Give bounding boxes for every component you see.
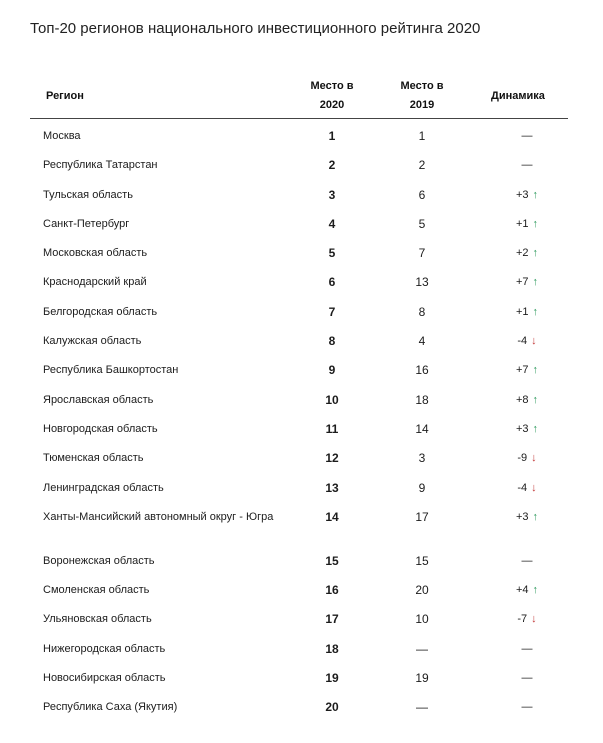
table-row: [30, 325, 568, 354]
place-2020: 10: [325, 392, 339, 407]
place-2020: 16: [325, 583, 339, 598]
place-2019: 8: [418, 304, 426, 319]
place-2019: 17: [415, 509, 429, 524]
place-2019: 2: [418, 158, 426, 173]
place-2020: 5: [328, 246, 336, 261]
arrow-down-icon: ↓: [531, 335, 537, 348]
dynamics-cell: [492, 582, 562, 598]
table-body: [30, 120, 568, 721]
arrow-up-icon: ↑: [532, 364, 539, 377]
place-2019: 20: [415, 583, 429, 598]
dynamics-cell: [492, 699, 562, 715]
table-row: [30, 574, 568, 603]
place-2020: 14: [325, 509, 339, 524]
dynamics-cell: [492, 670, 562, 686]
dynamics-cell: [492, 480, 562, 496]
dynamics-cell: [492, 157, 562, 173]
dynamics-value: —: [521, 701, 533, 714]
table-header: [30, 72, 568, 119]
region-name: Санкт-Петербург: [43, 217, 130, 230]
place-2020: 2: [328, 158, 336, 173]
dynamics-value: +7: [515, 364, 529, 377]
place-2020: 6: [328, 275, 336, 290]
place-2020: 3: [328, 187, 336, 202]
table-row: [30, 442, 568, 471]
place-2019: 18: [415, 392, 429, 407]
place-2019: 9: [418, 480, 426, 495]
table-row: [30, 384, 568, 413]
region-name: Москва: [43, 130, 81, 142]
region-name: Нижегородская область: [43, 642, 166, 655]
region-name: Ярославская область: [43, 393, 154, 406]
place-2019: —: [416, 641, 428, 656]
dynamics-cell: [492, 245, 562, 261]
table-row: [30, 545, 568, 574]
arrow-up-icon: ↑: [532, 276, 539, 289]
table-row: [30, 237, 568, 266]
region-name: Ульяновская область: [43, 613, 152, 626]
dynamics-cell: [492, 641, 562, 657]
dynamics-cell: [492, 187, 562, 203]
dynamics-cell: [492, 128, 562, 144]
dynamics-value: +1: [515, 217, 529, 230]
dynamics-cell: [492, 392, 562, 408]
dynamics-value: —: [521, 672, 533, 685]
place-2019: 5: [418, 216, 426, 231]
dynamics-cell: [492, 450, 562, 466]
place-2020: 12: [325, 451, 339, 466]
dynamics-value: +3: [515, 510, 529, 523]
place-2019: 10: [415, 612, 429, 627]
place-2019: 15: [415, 553, 429, 568]
region-name: Ханты-Мансийский автономный округ - Югра: [43, 510, 274, 523]
dynamics-value: +1: [515, 305, 529, 318]
header-place-2019: Место в 2019: [400, 80, 444, 111]
place-2019: 6: [418, 187, 426, 202]
dynamics-cell: [492, 362, 562, 378]
header-place-2020: Место в 2020: [310, 80, 354, 111]
table-row: [30, 266, 568, 295]
place-2020: 13: [325, 480, 339, 495]
dynamics-value: +8: [515, 393, 529, 406]
header-region: Регион: [46, 90, 84, 102]
dynamics-value: +2: [515, 247, 529, 260]
arrow-up-icon: ↑: [532, 393, 539, 406]
dynamics-cell: [492, 274, 562, 290]
table-row: [30, 296, 568, 325]
arrow-down-icon: ↓: [531, 481, 537, 494]
place-2020: 7: [328, 304, 336, 319]
place-2019: —: [416, 700, 428, 715]
region-name: Республика Саха (Якутия): [43, 701, 178, 714]
region-name: Республика Башкортостан: [43, 364, 179, 377]
dynamics-cell: [492, 333, 562, 349]
region-name: Тюменская область: [43, 452, 144, 465]
place-2020: 20: [325, 700, 339, 715]
dynamics-cell: [492, 509, 562, 525]
region-name: Смоленская область: [43, 584, 150, 597]
dynamics-value: -4: [517, 481, 528, 494]
place-2019: 4: [418, 334, 426, 349]
region-name: Московская область: [43, 247, 148, 260]
arrow-up-icon: ↑: [532, 217, 539, 230]
region-name: Калужская область: [43, 335, 142, 348]
table-row: [30, 413, 568, 442]
dynamics-value: —: [521, 642, 533, 655]
region-name: Новосибирская область: [43, 672, 166, 685]
arrow-up-icon: ↑: [532, 188, 539, 201]
arrow-up-icon: ↑: [532, 247, 539, 260]
table-row: [30, 633, 568, 662]
table-row: [30, 603, 568, 632]
dynamics-value: -7: [517, 613, 528, 626]
place-2019: 16: [415, 363, 429, 378]
place-2020: 8: [328, 334, 336, 349]
dynamics-cell: [492, 216, 562, 232]
table-row: [30, 662, 568, 691]
table-row: [30, 149, 568, 178]
page-title: Топ-20 регионов национального инвестиционного рейтинга 2020: [30, 20, 481, 37]
table-row: [30, 472, 568, 501]
place-2020: 15: [325, 553, 339, 568]
dynamics-value: -4: [517, 335, 528, 348]
place-2019: 3: [418, 451, 426, 466]
dynamics-value: +7: [515, 276, 529, 289]
region-name: Воронежская область: [43, 554, 155, 567]
place-2020: 4: [328, 216, 336, 231]
arrow-up-icon: ↑: [532, 510, 539, 523]
region-name: Ленинградская область: [43, 481, 164, 494]
place-2020: 1: [328, 129, 336, 143]
dynamics-value: —: [521, 130, 533, 142]
dynamics-cell: [492, 611, 562, 627]
dynamics-value: +3: [515, 188, 529, 201]
dynamics-value: —: [521, 159, 533, 172]
place-2019: 7: [418, 246, 426, 261]
region-name: Тульская область: [43, 188, 133, 201]
region-name: Новгородская область: [43, 422, 158, 435]
arrow-up-icon: ↑: [532, 305, 539, 318]
dynamics-cell: [492, 421, 562, 437]
place-2020: 19: [325, 671, 339, 686]
arrow-down-icon: ↓: [531, 452, 537, 465]
place-2019: 1: [418, 129, 426, 143]
place-2020: 11: [325, 421, 339, 436]
dynamics-value: —: [521, 554, 533, 567]
place-2020: 18: [325, 641, 339, 656]
place-2020: 17: [325, 612, 339, 627]
place-2019: 19: [415, 671, 429, 686]
region-name: Республика Татарстан: [43, 159, 158, 172]
dynamics-value: +3: [515, 422, 529, 435]
table-row: [30, 120, 568, 149]
dynamics-cell: [492, 553, 562, 569]
header-dynamics: Динамика: [491, 90, 545, 102]
table-row: [30, 691, 568, 720]
arrow-up-icon: ↑: [532, 584, 539, 597]
place-2019: 14: [415, 421, 429, 436]
table-row: [30, 501, 568, 545]
dynamics-value: +4: [515, 584, 529, 597]
region-name: Краснодарский край: [43, 276, 147, 289]
dynamics-cell: [492, 304, 562, 320]
place-2020: 9: [328, 363, 336, 378]
table-row: [30, 208, 568, 237]
table-row: [30, 354, 568, 383]
arrow-down-icon: ↓: [531, 613, 537, 626]
arrow-up-icon: ↑: [532, 422, 539, 435]
table-row: [30, 179, 568, 208]
dynamics-value: -9: [517, 452, 528, 465]
region-name: Белгородская область: [43, 305, 158, 318]
place-2019: 13: [415, 275, 429, 290]
